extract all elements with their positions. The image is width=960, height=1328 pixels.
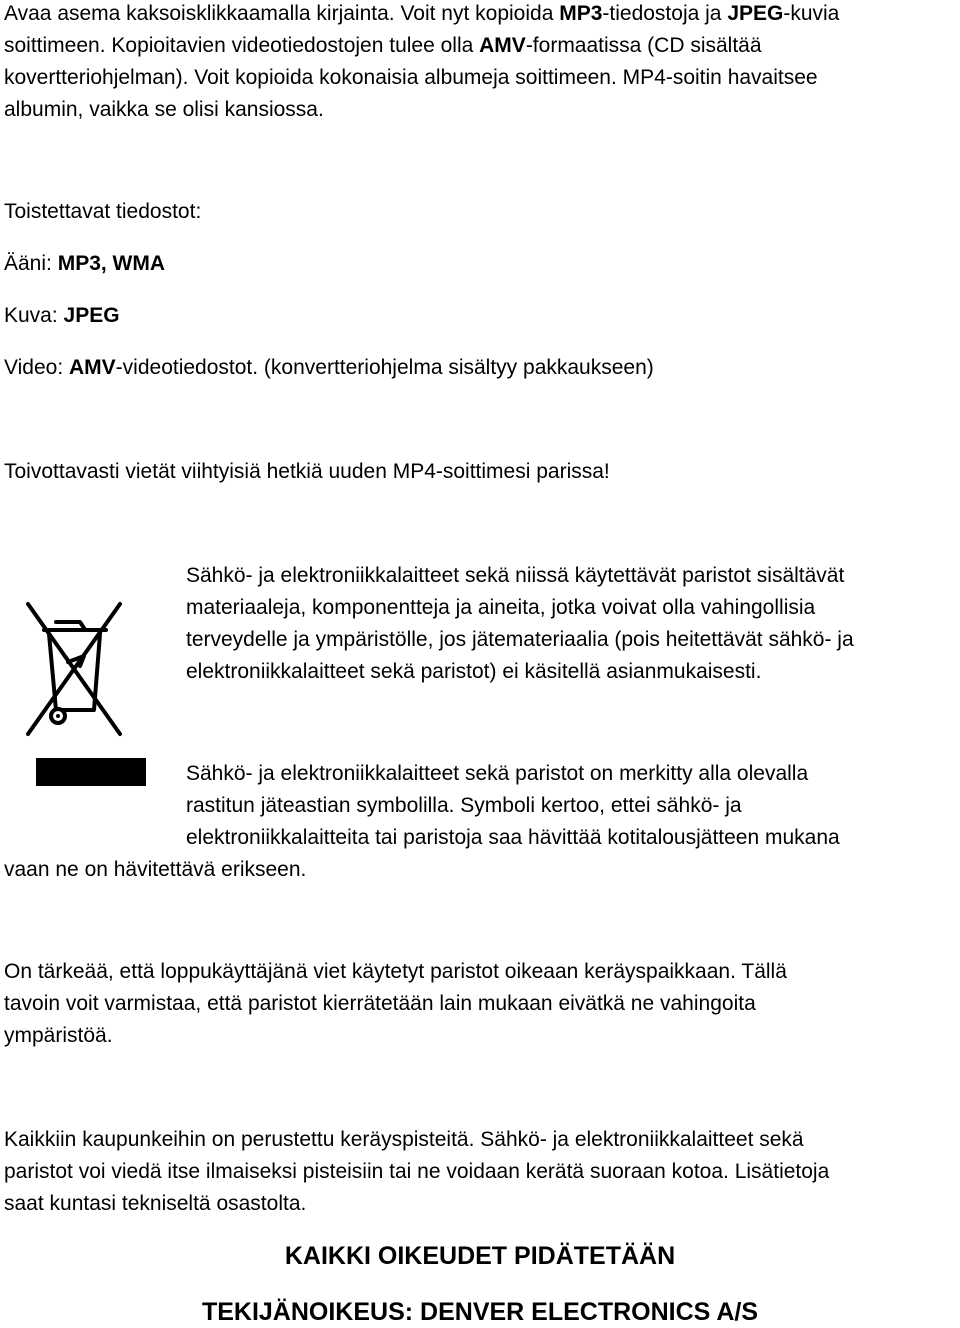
- wish-text: Toivottavasti vietät viihtyisiä hetkiä uuden MP4-soittimesi parissa!: [4, 460, 610, 483]
- crossed-out-wheelie-bin-icon: [22, 600, 126, 742]
- municipal-line: Kaikkiin kaupunkeihin on perustettu keräyspisteitä. Sähkö- ja elektroniikkalaitteet sekä: [4, 1128, 804, 1151]
- formats-heading: Toistettavat tiedostot:: [4, 200, 202, 223]
- intro-line-2: soittimeen. Kopioitavien videotiedostojen tulee olla AMV-formaatissa (CD sisältää: [4, 34, 762, 57]
- weee-text-line: materiaaleja, komponentteja ja aineita, jotka voivat olla vahingollisia: [186, 596, 816, 619]
- collection-line: tavoin voit varmistaa, että paristot kierrätetään lain mukaan eivätkä ne vahingoita: [4, 992, 756, 1015]
- intro-line-1: Avaa asema kaksoisklikkaamalla kirjainta. Voit nyt kopioida MP3-tiedostoja ja JPEG-kuvia: [4, 2, 840, 25]
- copyright-heading: TEKIJÄNOIKEUS: DENVER ELECTRONICS A/S: [201, 1298, 759, 1326]
- weee-text-line: terveydelle ja ympäristölle, jos jätemateriaalia (pois heitettävät sähkö- ja: [186, 628, 854, 651]
- intro-line-4: albumin, vaikka se olisi kansiossa.: [4, 98, 324, 121]
- weee-symbol-text-line: Sähkö- ja elektroniikkalaitteet sekä paristot on merkitty alla olevalla: [186, 762, 809, 785]
- image-formats: Kuva: JPEG: [4, 304, 120, 327]
- weee-symbol-text-line: vaan ne on hävitettävä erikseen.: [4, 858, 307, 881]
- municipal-line: saat kuntasi tekniseltä osastolta.: [4, 1192, 307, 1215]
- municipal-line: paristot voi viedä itse ilmaiseksi pisteisiin tai ne voidaan kerätä suoraan kotoa. Lisätietoja: [4, 1160, 830, 1183]
- collection-line: On tärkeää, että loppukäyttäjänä viet käytetyt paristot oikeaan keräyspaikkaan. Tällä: [4, 960, 787, 983]
- weee-symbol-text-line: rastitun jäteastian symbolilla. Symboli kertoo, ettei sähkö- ja: [186, 794, 742, 817]
- rights-reserved-heading: KAIKKI OIKEUDET PIDÄTETÄÄN: [284, 1242, 676, 1270]
- intro-line-3: kovertteriohjelman). Voit kopioida kokonaisia albumeja soittimeen. MP4-soitin havaitsee: [4, 66, 818, 89]
- collection-line: ympäristöä.: [4, 1024, 113, 1047]
- video-formats: Video: AMV-videotiedostot. (konvertteriohjelma sisältyy pakkaukseen): [4, 356, 654, 379]
- weee-text-line: elektroniikkalaitteet sekä paristot) ei käsitellä asianmukaisesti.: [186, 660, 762, 683]
- black-bar: [36, 758, 146, 786]
- audio-formats: Ääni: MP3, WMA: [4, 252, 166, 275]
- weee-text-line: Sähkö- ja elektroniikkalaitteet sekä niissä käytettävät paristot sisältävät: [186, 564, 845, 587]
- weee-symbol-text-line: elektroniikkalaitteita tai paristoja saa hävittää kotitalousjätteen mukana: [186, 826, 840, 849]
